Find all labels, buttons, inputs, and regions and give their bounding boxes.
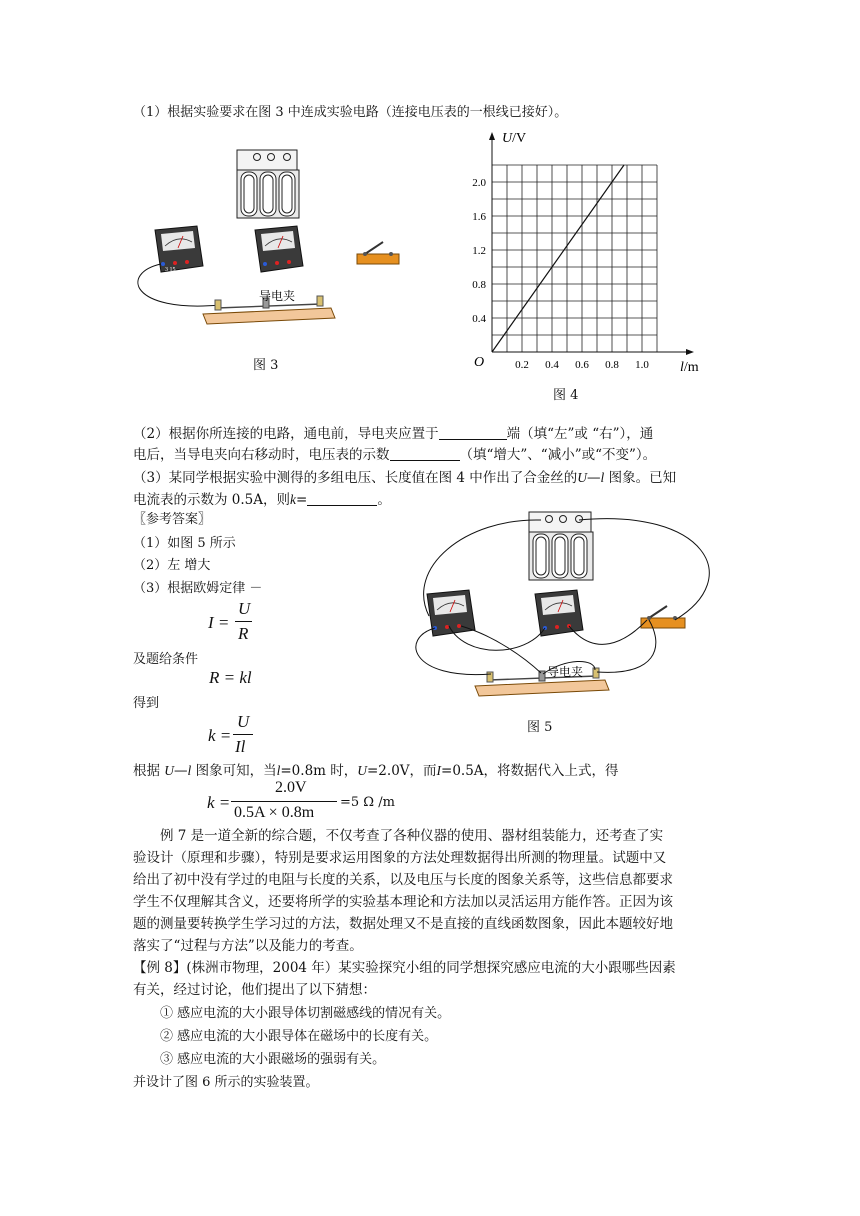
origin-label: O: [474, 355, 485, 370]
paragraph-line: 学生不仅理解其含义，还要将所学的实验基本理论和方法加以灵活运用方能作答。正因为该: [133, 894, 673, 910]
figure-3-caption: 图 3: [253, 358, 279, 373]
fraction-bar: [233, 734, 253, 735]
clip-label: 导电夹: [547, 665, 584, 679]
given-condition: 及题给条件: [133, 652, 199, 667]
answer-get: 得到: [133, 696, 160, 711]
formula-result-value: =5 Ω /m: [340, 795, 395, 810]
voltmeter-icon: [155, 226, 203, 273]
figure-5-caption: 图 5: [527, 720, 553, 735]
x-tick-label: 0.4: [545, 359, 559, 371]
formula-k-num: U: [237, 712, 250, 731]
answer-header: 〖参考答案〗: [133, 512, 212, 527]
x-axis-label: l/m: [680, 360, 699, 375]
y-axis-label: U/V: [502, 131, 527, 146]
formula-ohm-left: I =: [208, 613, 230, 632]
x-axis-arrow: [686, 349, 694, 355]
y-tick-label: 0.4: [472, 313, 486, 325]
question-2-line-1: （2）根据你所连接的电路，通电前，导电夹应置于 端（填“左”或 “右”），通: [133, 426, 654, 442]
question-1-text: （1）根据实验要求在图 3 中连成实验电路（连接电压表的一根线已接好）。: [133, 105, 568, 120]
hypothesis-item: ③ 感应电流的大小跟磁场的强弱有关。: [160, 1052, 386, 1067]
ammeter-icon: [255, 226, 303, 272]
paragraph-line: 落实了“过程与方法”以及能力的考查。: [133, 938, 363, 954]
example-8-line-1: 【例 8】(株洲市物理，2004 年）某实验探究小组的同学想探究感应电流的大小跟哪些因素: [133, 960, 676, 976]
switch-icon: [641, 606, 685, 628]
meter-terminal-label: 3 15: [165, 267, 176, 273]
answer-derivation-line: 根据 U—l 图象可知，当l=0.8m 时，U=2.0V，而I=0.5A，将数据代入上式，得: [133, 763, 619, 779]
question-3-line-2: 电流表的示数为 0.5A，则k= 。: [133, 492, 391, 508]
answer-2: （2）左 增大: [133, 558, 211, 573]
resistance-wire-board-icon: [475, 668, 609, 696]
fraction-bar: [231, 801, 337, 802]
figure-4-caption: 图 4: [553, 388, 579, 403]
chart-grid: [492, 165, 657, 352]
formula-result-left: k =: [207, 793, 231, 812]
battery-icon: [237, 150, 299, 218]
answer-3: （3）根据欧姆定律 －: [133, 581, 263, 596]
formula-ohm-num: U: [238, 599, 251, 618]
y-tick-label: 1.2: [472, 245, 486, 257]
fraction-bar: [235, 621, 252, 622]
x-tick-label: 1.0: [635, 359, 649, 371]
answer-1: （1）如图 5 所示: [133, 536, 236, 551]
question-2-line-2: 电后，当导电夹向右移动时，电压表的示数 （填“增大”、“减小”或“不变”）。: [133, 447, 657, 463]
formula-k-den: Il: [235, 737, 246, 756]
paragraph-line: 给出了初中没有学过的电阻与长度的关系，以及电压与长度的图象关系等，这些信息都要求: [133, 872, 673, 888]
chart-series: [492, 165, 624, 352]
paragraph-line: 验设计（原理和步骤），特别是要求运用图象的方法处理数据得出所测的物理量。试题中又: [133, 850, 667, 866]
hypothesis-item: ① 感应电流的大小跟导体切割磁感线的情况有关。: [160, 1006, 451, 1021]
hypothesis-item: ② 感应电流的大小跟导体在磁场中的长度有关。: [160, 1029, 438, 1044]
answer-blank[interactable]: [390, 446, 460, 461]
formula-result-den: 0.5A × 0.8m: [234, 804, 315, 821]
answer-blank[interactable]: [439, 425, 507, 440]
formula-k-left: k =: [208, 726, 232, 745]
question-3-line-1: （3）某同学根据实验中测得的多组电压、长度值在图 4 中作出了合金丝的U—l 图象。已知: [133, 470, 677, 486]
example-8-line-2: 有关，经过讨论，他们提出了以下猜想：: [133, 982, 376, 998]
x-tick-label: 0.8: [605, 359, 619, 371]
ammeter-icon: [535, 590, 583, 636]
figure-5-circuit: [405, 508, 735, 708]
answer-blank[interactable]: [307, 491, 377, 506]
formula-ohm-den: R: [238, 624, 249, 643]
y-tick-label: 0.8: [472, 279, 486, 291]
x-tick-label: 0.2: [515, 359, 529, 371]
figure-3-circuit: [125, 138, 420, 338]
clip-label: 导电夹: [259, 289, 296, 303]
series-line: [492, 165, 624, 352]
formula-r-kl: R = kl: [209, 668, 252, 687]
figure-4-chart: [460, 128, 710, 380]
wire: [138, 264, 220, 306]
chart-axes: [489, 132, 694, 355]
paragraph-line: 例 7 是一道全新的综合题，不仅考查了各种仪器的使用、器材组装能力，还考查了实: [160, 828, 664, 844]
formula-result-num: 2.0V: [275, 779, 307, 796]
battery-icon: [529, 512, 593, 580]
y-tick-label: 2.0: [472, 177, 486, 189]
switch-icon: [357, 242, 399, 264]
paragraph-line: 题的测量要转换学生学习过的方法，数据处理又不是直接的直线函数图象，因此本题较好地: [133, 916, 673, 932]
y-tick-label: 1.6: [472, 211, 486, 223]
x-tick-label: 0.6: [575, 359, 589, 371]
y-axis-arrow: [489, 132, 495, 140]
example-8-end: 并设计了图 6 所示的实验装置。: [133, 1075, 319, 1090]
